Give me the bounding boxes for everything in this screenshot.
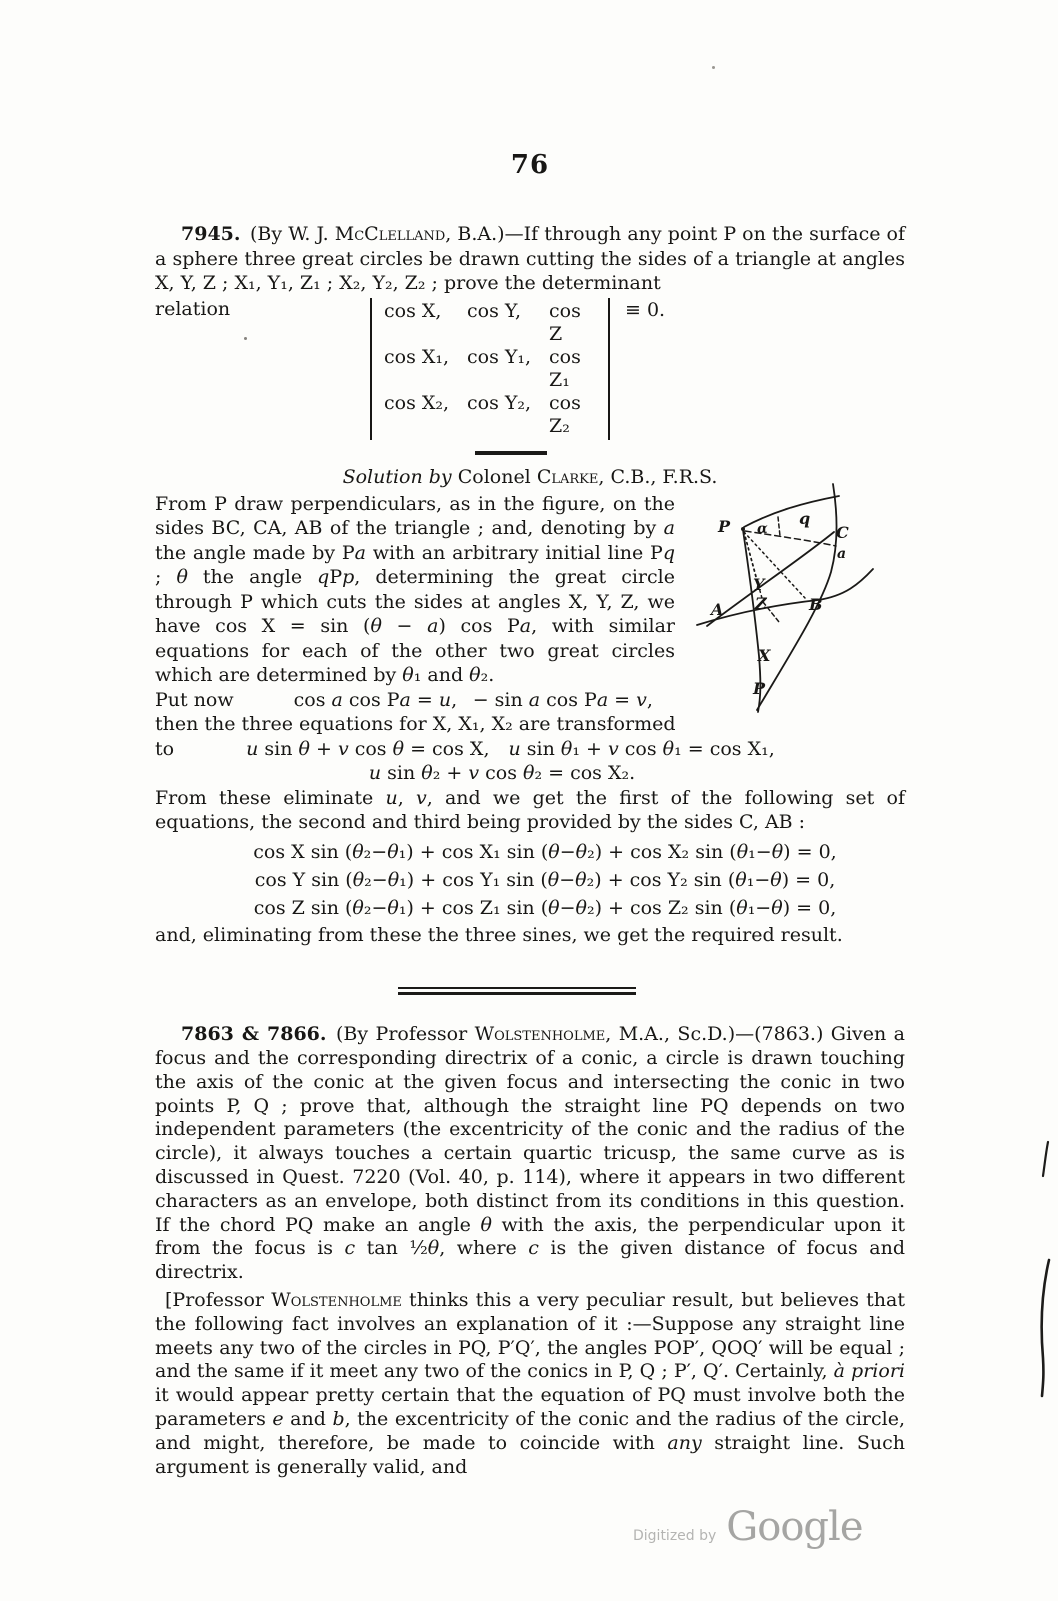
to-label: to [155,737,175,760]
problem-7863-statement [155,1023,905,1285]
to-line [155,737,905,762]
figure-point-P [741,527,745,531]
text-column [155,150,905,1479]
equation-row-Y: cos Y sin (θ₂−θ₁) + cos Y₁ sin (θ−θ₂) + cos Y₂ sin (θ₁−θ) = 0, [254,868,836,891]
problem-7945-text: (By W. J. McClelland, B.A.)—If through any point P on the surface of a sphere three great circles be drawn cutting the sides of a triangle at angles X, Y, Z ; X₁, Y₁, Z₁ ; X₂, Y₂, Z₂ ; prove the determinant [155,223,905,294]
ink-speck [244,337,247,340]
figure-label-q: q [799,508,811,528]
to-equation: u sin θ + v cos θ = cos X, u sin θ₁ + v cos θ₁ = cos X₁, [246,737,775,760]
figure-label-P-bottom: P [753,678,766,698]
det-cell: cos X₁, [384,345,450,368]
det-cell: cos Y₁, [467,345,532,368]
determinant-block [155,298,905,440]
problem-7863-text: (By Professor Wolstenholme, M.A., Sc.D.)—(7863.) Given a focus and the corresponding directrix of a conic, a circle is drawn touching the axis of the conic at the given focus and intersecting the conic in two points P, Q ; prove that, although the straight line PQ depends on two independent parameters (the excentricity of the conic and the radius of the circle), it always touches a certain quartic tricusp, the same curve as is discussed in Quest. 7220 (Vol. 40, p. 114), where it appears in two different characters as an envelope, both distinct from its conditions in this question. If the chord PQ make an angle θ with the axis, the perpendicular upon it from the focus is c tan ½θ, where c is the given distance of focus and directrix. [155,1023,905,1284]
double-rule-divider [398,987,636,995]
relation-label: relation [155,297,231,320]
figure-label-a: a [837,545,847,562]
figure-label-P-top: P [718,516,731,536]
figure-side-CB [757,484,837,710]
figure-label-alpha: α [757,520,768,537]
figure-label-Z: Z [755,593,767,613]
figure-label-B: B [809,594,823,614]
spherical-triangle-figure [687,476,911,698]
determinant-row [384,300,596,346]
digitized-by-text: Digitized by [633,1528,717,1544]
determinant-matrix [370,298,610,440]
det-cell: cos Y₂, [467,391,532,414]
problem-7945-statement [155,222,905,296]
figure-svg [687,476,909,718]
det-cell: cos Y, [467,299,522,322]
watermark [633,1504,862,1550]
determinant-row [384,392,596,438]
problem-7863-number: 7863 & 7866. [181,1023,327,1046]
problem-7863-note: [Professor Wolstenholme thinks this a very peculiar result, but believes that the following fact involves an explanation of it :—Suppose any straight line meets any two of the circles in PQ, P′Q′, the angles POP′, QOQ′ will be equal ; and the same if it meet any two of the conics in P, Q ; P′, Q′. Certainly, à priori it would appear pretty certain that the equation of PQ must involve both the parameters e and b, the excentricity of the conic and the radius of the circle, and might, therefore, be made to coincide with any straight line. Such argument is generally valid, and [155,1288,905,1478]
det-cell: cos X₂, [384,391,450,414]
det-cell: cos Z₁ [549,345,581,391]
solution-body [155,492,905,948]
figure-alpha-tick [778,517,780,536]
scan-edge-artifacts [1030,1118,1058,1408]
det-cell: cos Z₂ [549,391,581,437]
solution-closing: and, eliminating from these the three sines, we get the required result. [155,923,843,946]
solution-para1: From P draw perpendiculars, as in the figure, on the sides BC, CA, AB of the triangle ; and, denoting by a the angle made by Pa with an arbitrary initial line Pq ; θ the angle qPp, determining the great circle through P which cuts the sides at angles X, Y, Z, we have cos X = sin (θ − a) cos Pa, with similar equations for each of the other two great circles which are determined by θ₁ and θ₂. [155,492,675,686]
figure-label-X: X [758,645,771,665]
edge-artifact-upper [1043,1142,1048,1176]
equation-x2: u sin θ₂ + v cos θ₂ = cos X₂. [368,762,636,784]
figure-label-C: C [836,522,849,542]
det-cell: cos Z [549,299,581,345]
problem-7945-number: 7945. [181,223,241,245]
google-logo-text: Google [726,1504,863,1550]
figure-label-A: A [711,599,724,619]
equation-row-X: cos X sin (θ₂−θ₁) + cos X₁ sin (θ−θ₂) + cos X₂ sin (θ₁−θ) = 0, [253,840,837,863]
identity-zero: ≡ 0. [625,298,666,321]
put-now-label: Put now [155,688,234,711]
edge-artifact-lower [1042,1260,1049,1396]
page-number: 76 [510,150,550,180]
section-rule [475,451,547,455]
eliminate-para: From these eliminate u, v, and we get the first of the following set of equations, the second and third being provided by the sides C, AB : [155,786,905,833]
figure-label-Y: Y [753,574,765,594]
equation-row-Z: cos Z sin (θ₂−θ₁) + cos Z₁ sin (θ−θ₂) + cos Z₂ sin (θ₁−θ) = 0, [253,897,837,920]
transformed-line: then the three equations for X, X₁, X₂ are transformed [155,713,676,735]
solution-header: Solution by Colonel Clarke, C.B., F.R.S. [342,465,718,488]
det-cell: cos X, [384,299,442,322]
put-now-equation: cos a cos Pa = u, − sin a cos Pa = v, [293,688,653,711]
ink-speck [712,66,715,69]
final-equations [155,838,905,923]
determinant-row [384,346,596,392]
